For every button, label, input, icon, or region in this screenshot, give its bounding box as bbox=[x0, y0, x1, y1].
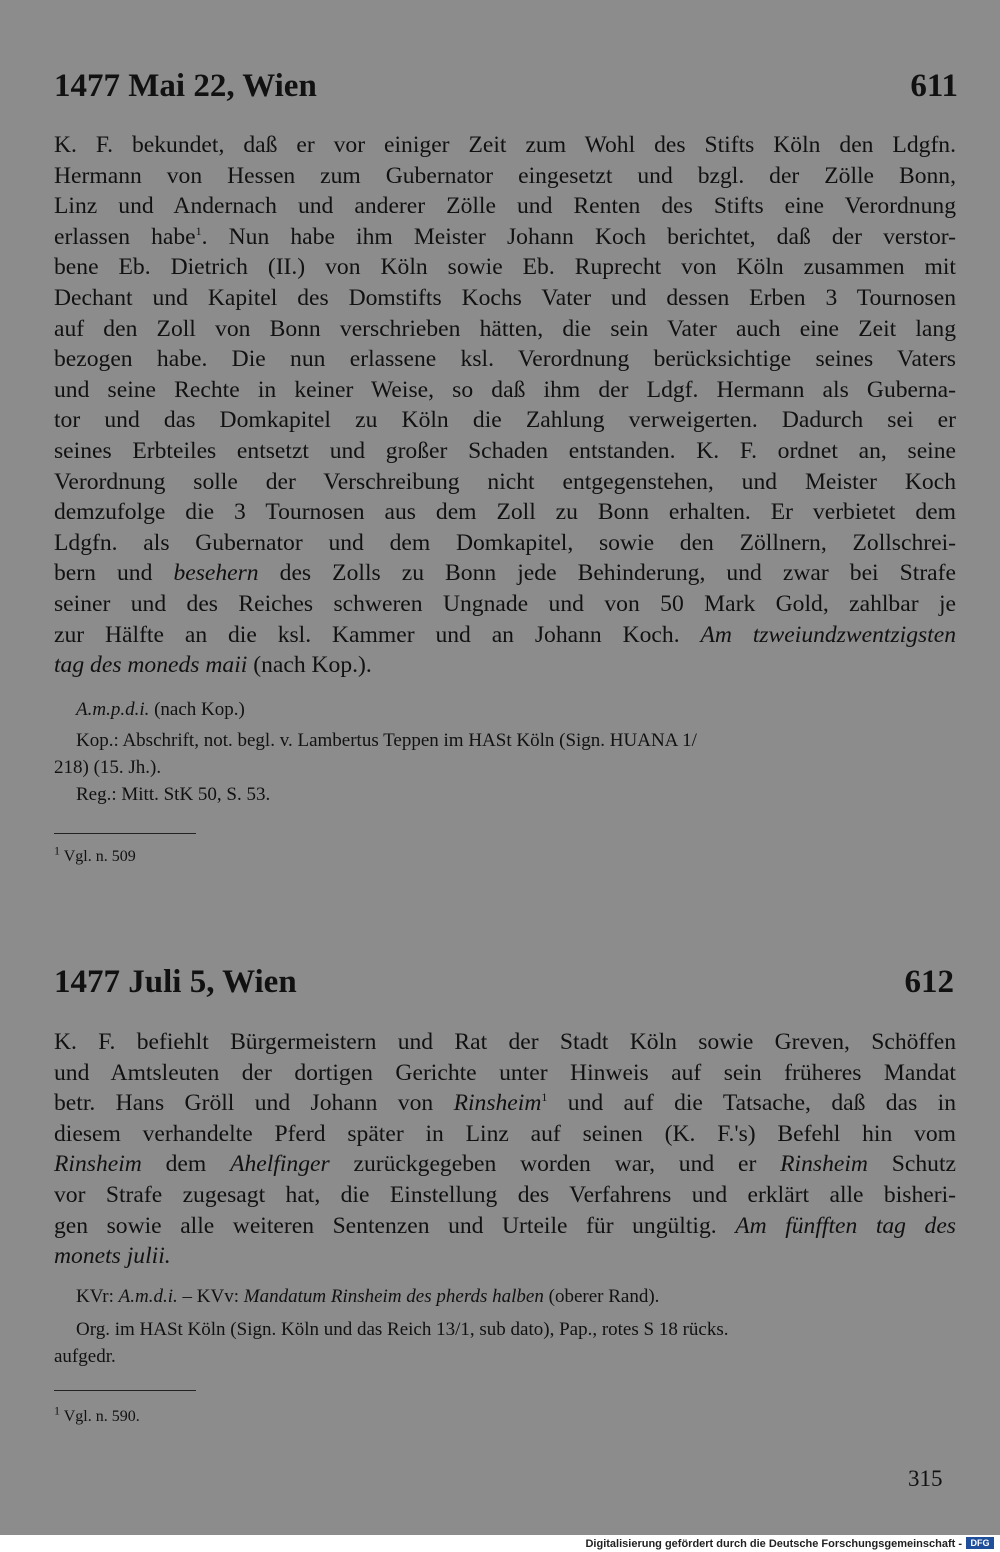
footnote-mark: 1 bbox=[54, 1403, 60, 1418]
text-line bbox=[54, 558, 956, 589]
text-line: Ldgfn. als Gubernator und dem Domkapitel, sowie den Zöllnern, Zollschrei- bbox=[54, 529, 956, 556]
text-fragment: (nach Kop.). bbox=[247, 652, 372, 679]
text-line: K. F. bekundet, daß er vor einiger Zeit zum Wohl des Stifts Köln den Ldgfn. bbox=[54, 132, 956, 158]
text-fragment: bern und bbox=[54, 560, 174, 587]
text-line: demzufolge die 3 Tournosen aus dem Zoll zu Bonn erhalten. Er verbietet dem bbox=[54, 499, 956, 526]
italic-dating: Am tzweiundzwentzigsten bbox=[700, 621, 956, 648]
italic-term: besehern bbox=[173, 560, 259, 587]
text-fragment: . Nun habe ihm Meister Johann Koch berichtet, daß der verstor- bbox=[201, 223, 956, 250]
text-fragment: erlassen habe bbox=[54, 223, 196, 250]
text-line: bene Eb. Dietrich (II.) von Köln sowie Eb. Ruprecht von Köln zusammen mit bbox=[54, 254, 956, 281]
footnote-text: Vgl. n. 590. bbox=[63, 1408, 140, 1425]
entry-612-body bbox=[54, 1027, 956, 1272]
entry-number: 612 bbox=[904, 964, 954, 1000]
text-fragment: zurückgegeben worden war, und er bbox=[329, 1151, 781, 1178]
note-line: Org. im HASt Köln (Sign. Köln und das Reich 13/1, sub dato), Pap., rotes S 18 rücks. bbox=[76, 1319, 729, 1340]
note-text: KVr: bbox=[76, 1286, 119, 1307]
note-text: (nach Kop.) bbox=[149, 699, 245, 720]
note-italic: Mandatum Rinsheim des pherds halben bbox=[243, 1286, 544, 1307]
italic-name: Rinsheim bbox=[780, 1151, 868, 1178]
note-text: (oberer Rand). bbox=[543, 1286, 660, 1307]
text-fragment: zur Hälfte an die ksl. Kammer und an Johann Koch. bbox=[54, 621, 701, 648]
footnote-rule bbox=[54, 1390, 196, 1391]
italic-name: Ahelfinger bbox=[230, 1151, 330, 1178]
note-line: Kop.: Abschrift, not. begl. v. Lambertus Teppen im HASt Köln (Sign. HUANA 1/ bbox=[76, 730, 697, 751]
text-line bbox=[54, 1211, 956, 1242]
text-line: diesem verhandelte Pferd später in Linz auf seinen (K. F.'s) Befehl hin vom bbox=[54, 1120, 956, 1147]
text-line bbox=[54, 222, 956, 253]
italic-name: Rinsheim bbox=[453, 1090, 542, 1117]
entry-number: 611 bbox=[910, 68, 958, 104]
text-fragment: des Zolls zu Bonn jede Behinderung, und zwar bei Strafe bbox=[258, 560, 956, 587]
dfg-logo: DFG bbox=[966, 1537, 994, 1549]
text-line: Linz und Andernach und anderer Zölle und Renten des Stifts eine Verordnung bbox=[54, 193, 956, 220]
note-line: aufgedr. bbox=[54, 1346, 116, 1367]
note-line bbox=[54, 696, 956, 723]
footnote-text: Vgl. n. 509 bbox=[63, 848, 136, 865]
italic-dating: tag des moneds maii bbox=[54, 652, 248, 679]
text-line: auf den Zoll von Bonn verschrieben hätten, die sein Vater auch eine Zeit lang bbox=[54, 315, 956, 342]
footnote-mark: 1 bbox=[54, 843, 60, 858]
note-line bbox=[54, 1283, 956, 1310]
note-italic: A.m.p.d.i. bbox=[76, 699, 150, 720]
italic-dating: Am fünfften tag des bbox=[735, 1212, 956, 1239]
page-number: 315 bbox=[908, 1466, 943, 1491]
text-line bbox=[54, 650, 956, 681]
text-line: Hermann von Hessen zum Gubernator eingesetzt und bzgl. der Zölle Bonn, bbox=[54, 162, 956, 189]
entry-611-notes bbox=[54, 696, 956, 808]
text-fragment: betr. Hans Gröll und Johann von bbox=[54, 1090, 454, 1117]
text-line: tor und das Domkapitel zu Köln die Zahlung verweigerten. Dadurch sei er bbox=[54, 407, 956, 434]
footnote bbox=[54, 843, 136, 867]
entry-date: 1477 Juli 5, Wien bbox=[54, 964, 297, 1000]
note-text: – KVv: bbox=[177, 1286, 244, 1307]
text-fragment: und auf die Tatsache, daß das in bbox=[547, 1090, 956, 1117]
text-line: und seine Rechte in keiner Weise, so daß ihm der Ldgf. Hermann als Guberna- bbox=[54, 376, 956, 403]
text-line bbox=[54, 1241, 956, 1272]
text-line: K. F. befiehlt Bürgermeistern und Rat der Stadt Köln sowie Greven, Schöffen bbox=[54, 1029, 956, 1055]
text-line: Verordnung solle der Verschreibung nicht entgegenstehen, und Meister Koch bbox=[54, 468, 956, 495]
text-line bbox=[54, 620, 956, 651]
text-line bbox=[54, 1149, 956, 1180]
italic-name: Rinsheim bbox=[54, 1151, 142, 1178]
text-line: vor Strafe zugesagt hat, die Einstellung des Verfahrens und erklärt alle bisheri- bbox=[54, 1181, 956, 1208]
footnote bbox=[54, 1403, 140, 1427]
text-fragment: dem bbox=[141, 1151, 231, 1178]
note-line: 218) (15. Jh.). bbox=[54, 757, 162, 778]
text-line: bezogen habe. Die nun erlassene ksl. Verordnung berücksichtige seines Vaters bbox=[54, 346, 956, 373]
text-line bbox=[54, 1088, 956, 1119]
text-line: seines Erbteiles entsetzt und großer Schaden entstanden. K. F. ordnet an, seine bbox=[54, 437, 956, 464]
entry-date: 1477 Mai 22, Wien bbox=[54, 68, 317, 104]
entry-611-body bbox=[54, 130, 956, 681]
text-line: und Amtsleuten der dortigen Gerichte unter Hinweis auf sein früheres Mandat bbox=[54, 1059, 956, 1086]
note-italic: A.m.d.i. bbox=[118, 1286, 178, 1307]
text-line: seiner und des Reiches schweren Ungnade und von 50 Mark Gold, zahlbar je bbox=[54, 590, 956, 617]
text-fragment: Schutz bbox=[867, 1151, 956, 1178]
italic-dating: monets julii. bbox=[54, 1243, 171, 1270]
note-line: Reg.: Mitt. StK 50, S. 53. bbox=[76, 784, 271, 805]
text-fragment: gen sowie alle weiteren Sentenzen und Urteile für ungültig. bbox=[54, 1212, 736, 1239]
entry-612-notes bbox=[54, 1283, 956, 1370]
text-line: Dechant und Kapitel des Domstifts Kochs Vater und dessen Erben 3 Tournosen bbox=[54, 284, 956, 311]
footnote-rule bbox=[54, 833, 196, 834]
footnote-mark: 1 bbox=[195, 223, 202, 238]
footer-credit: Digitalisierung gefördert durch die Deutsche Forschungsgemeinschaft - bbox=[585, 1538, 962, 1550]
footnote-mark: 1 bbox=[541, 1090, 548, 1105]
